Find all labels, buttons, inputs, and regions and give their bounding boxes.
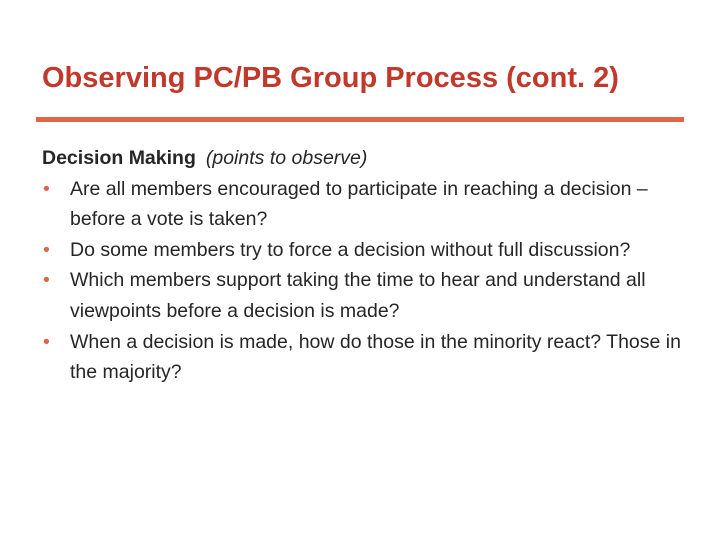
section-note: (points to observe) bbox=[205, 147, 368, 169]
bullet-dot-icon: • bbox=[43, 238, 50, 261]
title-underline bbox=[36, 117, 684, 122]
bullet-list bbox=[42, 174, 692, 388]
section-heading: Decision Making bbox=[42, 147, 196, 169]
slide-body bbox=[42, 143, 692, 388]
bullet-text: Do some members try to force a decision without full discussion? bbox=[70, 238, 631, 261]
list-item bbox=[42, 174, 692, 235]
list-item bbox=[42, 327, 692, 388]
section-heading-line bbox=[42, 143, 692, 174]
bullet-dot-icon: • bbox=[43, 330, 50, 353]
bullet-dot-icon: • bbox=[43, 269, 50, 292]
bullet-text: When a decision is made, how do those in the minority react? Those in the majority? bbox=[70, 330, 681, 384]
bullet-dot-icon: • bbox=[43, 177, 50, 200]
slide-title: Observing PC/PB Group Process (cont. 2) bbox=[42, 62, 619, 94]
bullet-text: Which members support taking the time to hear and understand all viewpoints before a decision is made? bbox=[70, 269, 646, 322]
bullet-text: Are all members encouraged to participate in reaching a decision – before a vote is taken? bbox=[70, 177, 648, 231]
list-item bbox=[42, 235, 692, 266]
list-item bbox=[42, 265, 692, 326]
